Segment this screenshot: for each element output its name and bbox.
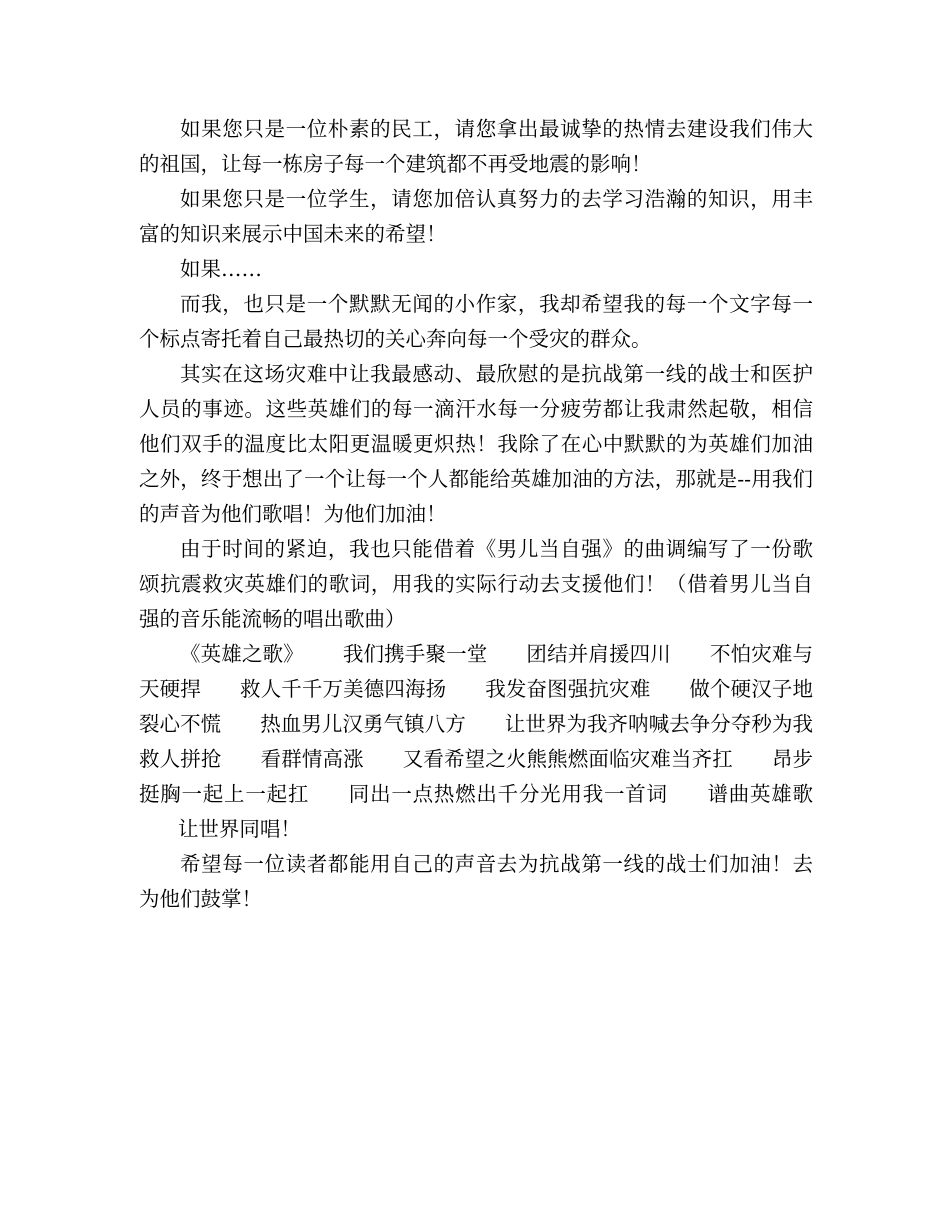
song-line: 团结并肩援四川 [526, 642, 671, 666]
song-lyrics [139, 637, 813, 847]
song-line: 又看希望之火熊熊燃面临灾难当齐扛 [402, 747, 733, 771]
song-line: 热血男儿汉勇气镇八方 [260, 712, 466, 736]
paragraph-song-intro: 由于时间的紧迫，我也只能借着《男儿当自强》的曲调编写了一份歌颂抗震救灾英雄们的歌词，用我的实际行动去支援他们！（借着男儿当自强的音乐能流畅的唱出歌曲） [139, 537, 813, 631]
paragraph-heroes: 其实在这场灾难中让我最感动、最欣慰的是抗战第一线的战士和医护人员的事迹。这些英雄们的每一滴汗水每一分疲劳都让我肃然起敬，相信他们双手的温度比太阳更温暖更炽热！我除了在心中默默的为英雄们加油之外，终于想出了一个让每一个人都能给英雄加油的方法，那就是--用我们的声音为他们歌唱！为他们加油！ [139, 362, 813, 526]
paragraph-closing: 希望每一位读者都能用自己的声音去为抗战第一线的战士们加油！去为他们鼓掌！ [139, 852, 813, 911]
song-line: 谱曲英雄歌 [706, 782, 814, 806]
paragraph-if: 如果…… [180, 257, 262, 281]
paragraph-writer: 而我，也只是一个默默无闻的小作家，我却希望我的每一个文字每一个标点寄托着自己最热切的关心奔向每一个受灾的群众。 [139, 292, 813, 351]
song-line: 昂步挺胸一起上一起扛 [139, 747, 814, 806]
song-line: 让世界为我齐呐喊去争分夺秒为我救人拼抢 [139, 712, 814, 771]
song-line: 让世界同唱！ [177, 817, 301, 841]
song-line: 做个硬汉子地裂心不慌 [139, 677, 814, 736]
document-body [139, 112, 813, 917]
song-line: 同出一点热燃出千分光用我一首词 [348, 782, 668, 806]
paragraph-student: 如果您只是一位学生，请您加倍认真努力的去学习浩瀚的知识，用丰富的知识来展示中国未来的希望！ [139, 187, 813, 246]
paragraph-migrant-worker: 如果您只是一位朴素的民工，请您拿出最诚挚的热情去建设我们伟大的祖国，让每一栋房子每一个建筑都不再受地震的影响！ [139, 117, 813, 176]
song-line: 看群情高涨 [260, 747, 364, 771]
song-line: 我们携手聚一堂 [342, 642, 488, 666]
song-line: 我发奋图强抗灾难 [485, 677, 651, 701]
song-line: 不怕灾难与天硬捍 [139, 642, 814, 701]
song-line: 救人千千万美德四海扬 [239, 677, 447, 701]
song-title: 《英雄之歌》 [180, 642, 304, 666]
